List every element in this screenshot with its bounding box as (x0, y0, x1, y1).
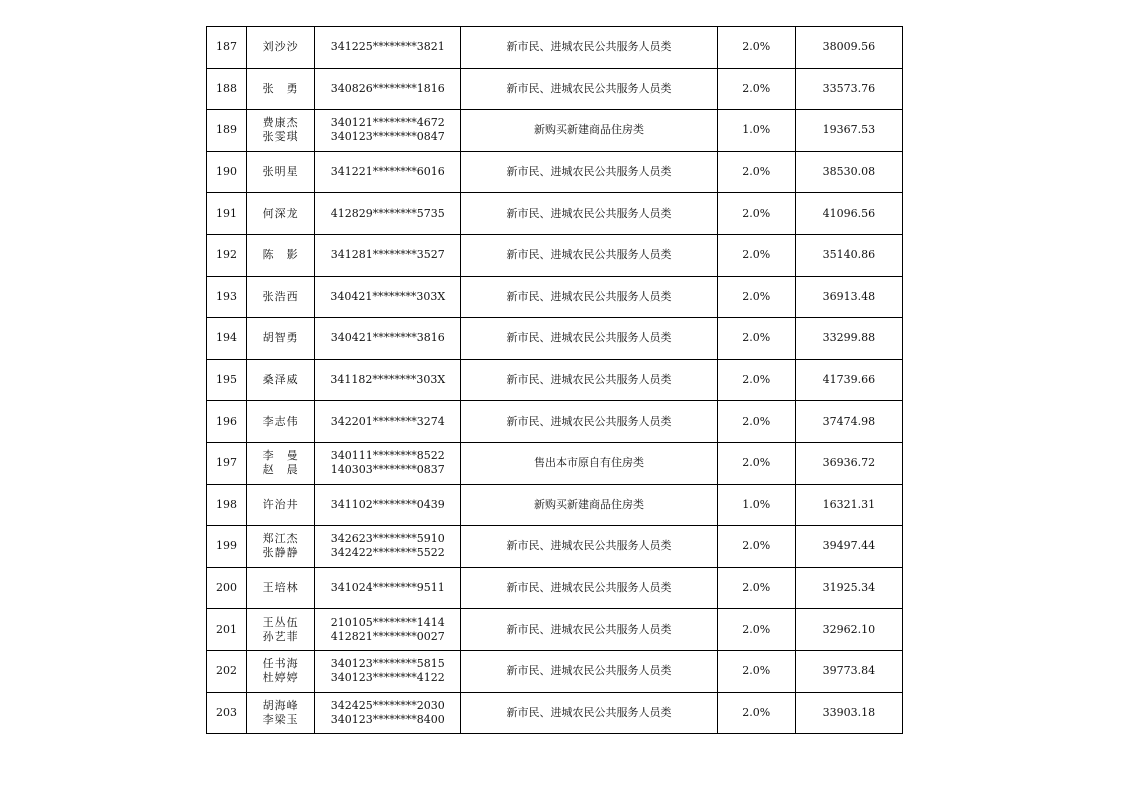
row-number-cell: 195 (207, 359, 247, 401)
id-number-cell (315, 484, 461, 526)
category-cell: 新市民、进城农民公共服务人员类 (461, 692, 717, 734)
id-number: 341102********0439 (330, 497, 445, 511)
category-cell: 新市民、进城农民公共服务人员类 (461, 650, 717, 692)
table-row (207, 442, 903, 484)
category-cell: 新购买新建商品住房类 (461, 484, 717, 526)
applicant-name-cell (247, 359, 315, 401)
amount-cell: 35140.86 (795, 234, 902, 276)
row-number-cell: 190 (207, 151, 247, 193)
applicant-name: 李梁玉 (262, 712, 299, 726)
rate-cell: 2.0% (717, 193, 795, 235)
rate-cell: 2.0% (717, 359, 795, 401)
table-row (207, 692, 903, 734)
id-number-cell (315, 526, 461, 568)
amount-cell: 38530.08 (795, 151, 902, 193)
applicant-name-cell (247, 110, 315, 152)
id-number-cell (315, 692, 461, 734)
amount-cell: 41096.56 (795, 193, 902, 235)
applicant-name-cell (247, 650, 315, 692)
row-number-cell: 188 (207, 68, 247, 110)
rate-cell: 2.0% (717, 234, 795, 276)
id-number: 340123********0847 (330, 130, 445, 144)
amount-cell: 39497.44 (795, 526, 902, 568)
applicant-name: 王培林 (262, 581, 299, 595)
id-number-cell (315, 68, 461, 110)
id-number: 342422********5522 (330, 546, 445, 560)
id-number: 412829********5735 (330, 206, 445, 220)
applicant-name: 何深龙 (262, 206, 299, 220)
applicant-name: 张浩西 (262, 289, 299, 303)
rate-cell: 2.0% (717, 27, 795, 69)
id-number: 340111********8522 (330, 449, 445, 463)
amount-cell: 36913.48 (795, 276, 902, 318)
id-number-cell (315, 567, 461, 609)
amount-cell: 32962.10 (795, 609, 902, 651)
applicant-name-cell (247, 526, 315, 568)
applicant-name-cell (247, 401, 315, 443)
rate-cell: 2.0% (717, 692, 795, 734)
rate-cell: 1.0% (717, 110, 795, 152)
category-cell: 新市民、进城农民公共服务人员类 (461, 234, 717, 276)
category-cell: 新市民、进城农民公共服务人员类 (461, 193, 717, 235)
id-number: 340123********4122 (330, 671, 445, 685)
subsidy-table (206, 26, 903, 734)
table-row (207, 318, 903, 360)
category-cell: 新市民、进城农民公共服务人员类 (461, 318, 717, 360)
id-number-cell (315, 442, 461, 484)
amount-cell: 39773.84 (795, 650, 902, 692)
id-number-cell (315, 151, 461, 193)
id-number: 342623********5910 (330, 532, 445, 546)
category-cell: 新市民、进城农民公共服务人员类 (461, 609, 717, 651)
applicant-name: 陈 影 (262, 248, 299, 262)
applicant-name: 张静静 (262, 546, 299, 560)
rate-cell: 2.0% (717, 442, 795, 484)
id-number: 140303********0837 (330, 463, 445, 477)
table-row (207, 234, 903, 276)
id-number-cell (315, 276, 461, 318)
row-number-cell: 194 (207, 318, 247, 360)
category-cell: 新市民、进城农民公共服务人员类 (461, 401, 717, 443)
id-number: 340826********1816 (330, 81, 445, 95)
applicant-name-cell (247, 193, 315, 235)
rate-cell: 1.0% (717, 484, 795, 526)
row-number-cell: 191 (207, 193, 247, 235)
table-row (207, 193, 903, 235)
id-number-cell (315, 27, 461, 69)
amount-cell: 38009.56 (795, 27, 902, 69)
id-number-cell (315, 359, 461, 401)
table-row (207, 110, 903, 152)
id-number: 341221********6016 (330, 165, 445, 179)
id-number-cell (315, 110, 461, 152)
applicant-name-cell (247, 27, 315, 69)
applicant-name: 张明星 (262, 165, 299, 179)
amount-cell: 36936.72 (795, 442, 902, 484)
id-number: 341225********3821 (330, 40, 445, 54)
table-row (207, 151, 903, 193)
category-cell: 新市民、进城农民公共服务人员类 (461, 68, 717, 110)
applicant-name: 赵 晨 (262, 463, 299, 477)
row-number-cell: 200 (207, 567, 247, 609)
table-row (207, 567, 903, 609)
table-row (207, 359, 903, 401)
applicant-name-cell (247, 151, 315, 193)
id-number: 340123********8400 (330, 712, 445, 726)
applicant-name-cell (247, 484, 315, 526)
category-cell: 新市民、进城农民公共服务人员类 (461, 27, 717, 69)
category-cell: 新购买新建商品住房类 (461, 110, 717, 152)
id-number: 341281********3527 (330, 248, 445, 262)
id-number: 412821********0027 (330, 629, 445, 643)
rate-cell: 2.0% (717, 151, 795, 193)
applicant-name: 张 勇 (262, 81, 299, 95)
table-row (207, 27, 903, 69)
rate-cell: 2.0% (717, 401, 795, 443)
applicant-name: 许治井 (262, 497, 299, 511)
amount-cell: 37474.98 (795, 401, 902, 443)
category-cell: 新市民、进城农民公共服务人员类 (461, 567, 717, 609)
rate-cell: 2.0% (717, 567, 795, 609)
applicant-name: 胡智勇 (262, 331, 299, 345)
applicant-name-cell (247, 68, 315, 110)
applicant-name-cell (247, 567, 315, 609)
applicant-name-cell (247, 276, 315, 318)
table-row (207, 650, 903, 692)
id-number: 340123********5815 (330, 657, 445, 671)
table-row (207, 484, 903, 526)
id-number-cell (315, 318, 461, 360)
category-cell: 新市民、进城农民公共服务人员类 (461, 359, 717, 401)
id-number: 210105********1414 (330, 615, 445, 629)
rate-cell: 2.0% (717, 318, 795, 360)
applicant-name: 任书海 (262, 657, 299, 671)
applicant-name: 孙艺菲 (262, 629, 299, 643)
id-number: 342425********2030 (330, 698, 445, 712)
id-number-cell (315, 609, 461, 651)
rate-cell: 2.0% (717, 526, 795, 568)
id-number-cell (315, 401, 461, 443)
applicant-name-cell (247, 442, 315, 484)
applicant-name: 王丛伍 (262, 615, 299, 629)
row-number-cell: 199 (207, 526, 247, 568)
row-number-cell: 197 (207, 442, 247, 484)
amount-cell: 33903.18 (795, 692, 902, 734)
id-number: 342201********3274 (330, 414, 445, 428)
table-row (207, 276, 903, 318)
applicant-name: 郑江杰 (262, 532, 299, 546)
row-number-cell: 196 (207, 401, 247, 443)
row-number-cell: 193 (207, 276, 247, 318)
amount-cell: 16321.31 (795, 484, 902, 526)
id-number: 340421********3816 (330, 331, 445, 345)
applicant-name: 李 曼 (262, 449, 299, 463)
id-number: 340121********4672 (330, 116, 445, 130)
row-number-cell: 189 (207, 110, 247, 152)
category-cell: 新市民、进城农民公共服务人员类 (461, 276, 717, 318)
row-number-cell: 187 (207, 27, 247, 69)
row-number-cell: 192 (207, 234, 247, 276)
id-number: 340421********303X (330, 289, 446, 303)
id-number-cell (315, 193, 461, 235)
applicant-name: 费康杰 (262, 116, 299, 130)
rate-cell: 2.0% (717, 609, 795, 651)
id-number: 341024********9511 (330, 581, 445, 595)
table-row (207, 609, 903, 651)
applicant-name: 胡海峰 (262, 698, 299, 712)
applicant-name: 桑泽威 (262, 373, 299, 387)
amount-cell: 31925.34 (795, 567, 902, 609)
table-row (207, 526, 903, 568)
table-row (207, 68, 903, 110)
row-number-cell: 202 (207, 650, 247, 692)
rate-cell: 2.0% (717, 650, 795, 692)
table-row (207, 401, 903, 443)
applicant-name-cell (247, 609, 315, 651)
amount-cell: 41739.66 (795, 359, 902, 401)
rate-cell: 2.0% (717, 68, 795, 110)
applicant-name-cell (247, 234, 315, 276)
id-number: 341182********303X (330, 373, 446, 387)
id-number-cell (315, 234, 461, 276)
category-cell: 新市民、进城农民公共服务人员类 (461, 526, 717, 568)
id-number-cell (315, 650, 461, 692)
applicant-name: 杜婷婷 (262, 671, 299, 685)
amount-cell: 33573.76 (795, 68, 902, 110)
row-number-cell: 198 (207, 484, 247, 526)
category-cell: 新市民、进城农民公共服务人员类 (461, 151, 717, 193)
amount-cell: 33299.88 (795, 318, 902, 360)
applicant-name-cell (247, 318, 315, 360)
category-cell: 售出本市原自有住房类 (461, 442, 717, 484)
applicant-name: 李志伟 (262, 414, 299, 428)
row-number-cell: 203 (207, 692, 247, 734)
row-number-cell: 201 (207, 609, 247, 651)
rate-cell: 2.0% (717, 276, 795, 318)
applicant-name-cell (247, 692, 315, 734)
applicant-name: 张雯琪 (262, 130, 299, 144)
applicant-name: 刘沙沙 (262, 40, 299, 54)
table-body (207, 27, 903, 734)
amount-cell: 19367.53 (795, 110, 902, 152)
